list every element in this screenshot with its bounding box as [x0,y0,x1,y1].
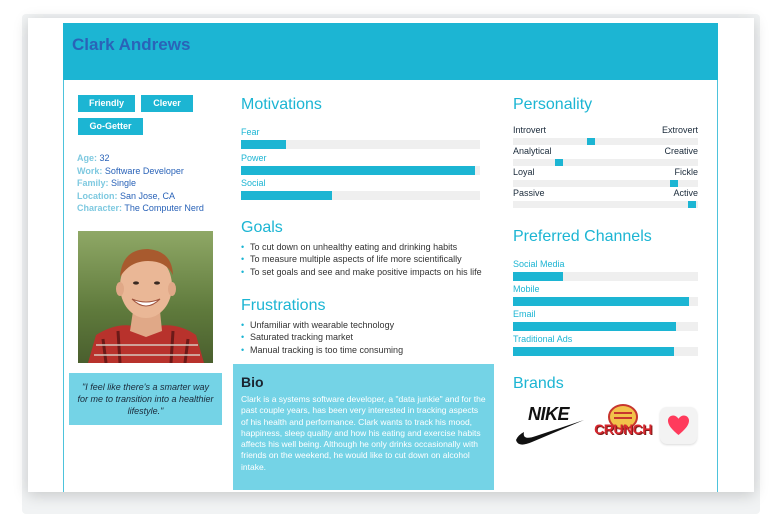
list-item: • Manual tracking is too time consuming [241,344,403,356]
motivation-fill [241,140,286,149]
info-label: Character: [77,203,123,213]
trait-left-label: Introvert [513,125,547,135]
info-work [77,165,227,178]
info-value: The Computer Nerd [124,203,204,213]
list-item: • Saturated tracking market [241,331,403,343]
persona-info [77,152,227,215]
bio-text: Clark is a systems software developer, a "data junkie" and for the past couple years, has been very interested in tracking aspects of his health and performance. Clark wants to track his mood, happiness, sleep quality and how his eating and exercise habits affects his well being. Although he only drinks occasionally with friends on the weekend, he would like to cut down on alcohol intake. [241,394,486,472]
personality-title: Personality [513,96,593,113]
motivation-bar-social [241,191,480,200]
nike-wordmark: NIKE [528,404,570,424]
info-character [77,202,227,215]
nike-swoosh-icon [514,402,586,448]
crunch-wordmark: CRUNCH [594,421,652,437]
goals-title: Goals [241,219,283,236]
info-value: 32 [99,153,110,163]
channel-label-social-media: Social Media [513,259,565,269]
motivation-fill [241,166,475,175]
channel-bar-mobile [513,297,698,306]
portrait-illustration [78,231,213,363]
trait-right-label: Extrovert [661,125,698,135]
tag-friendly: Friendly [78,95,135,112]
channel-label-email: Email [513,309,536,319]
motivation-label-fear: Fear [241,127,260,137]
bio-title: Bio [241,374,264,390]
personality-slider-loyal [513,180,698,187]
bio-panel [233,364,494,490]
trait-left-label: Passive [513,188,545,198]
motivation-label-power: Power [241,153,267,163]
persona-quote: "I feel like there's a smarter way for me to transition into a healthier lifestyle." [69,373,222,425]
list-item: • Unfamiliar with wearable technology [241,319,403,331]
channel-bar-email [513,322,698,331]
personality-slider-analytical [513,159,698,166]
channels-title: Preferred Channels [513,228,652,245]
goals-list [241,241,482,278]
list-item: • To measure multiple aspects of life more scientifically [241,253,482,265]
info-label: Age: [77,153,97,163]
channel-bar-traditional-ads [513,347,698,356]
health-app-icon [660,407,697,444]
trait-left-label: Analytical [513,146,552,156]
motivation-label-social: Social [241,178,266,188]
info-label: Family: [77,178,109,188]
motivations-title: Motivations [241,96,322,113]
motivation-bar-fear [241,140,480,149]
info-label: Location: [77,190,118,201]
channel-fill [513,297,689,306]
list-item: • To cut down on unhealthy eating and drinking habits [241,241,482,253]
motivation-fill [241,191,332,200]
info-family [77,177,227,190]
info-age [77,152,227,165]
brands-title: Brands [513,375,564,392]
motivation-bar-power [241,166,480,175]
trait-marker [688,201,696,208]
frustrations-title: Frustrations [241,297,326,314]
channel-fill [513,347,674,356]
heart-icon [660,407,697,444]
persona-photo [78,231,213,363]
trait-marker [670,180,678,187]
personality-slider-passive [513,201,698,208]
trait-left-label: Loyal [513,167,535,177]
channel-fill [513,322,676,331]
frustrations-list [241,319,403,356]
info-value: Software Developer [104,165,184,176]
info-value: Single [111,178,137,188]
personality-slider-introvert [513,138,698,145]
channel-bar-social-media [513,272,698,281]
persona-header [63,23,718,80]
frame-right-line [717,80,718,492]
tag-clever: Clever [141,95,193,112]
channel-fill [513,272,563,281]
persona-name: Clark Andrews [72,35,191,54]
trait-right-label: Fickle [674,167,698,177]
nike-logo [514,402,586,448]
crunch-logo [590,403,656,445]
trait-right-label: Active [673,188,698,198]
trait-right-label: Creative [664,146,698,156]
frame-left-line [63,80,64,492]
channel-label-mobile: Mobile [513,284,540,294]
trait-marker [555,159,563,166]
info-location [77,190,227,203]
info-label: Work: [77,165,103,176]
trait-marker [587,138,595,145]
list-item: • To set goals and see and make positive impacts on his life [241,266,482,278]
tag-go-getter: Go-Getter [78,118,143,135]
info-value: San Jose, CA [120,190,176,201]
channel-label-traditional-ads: Traditional Ads [513,334,573,344]
